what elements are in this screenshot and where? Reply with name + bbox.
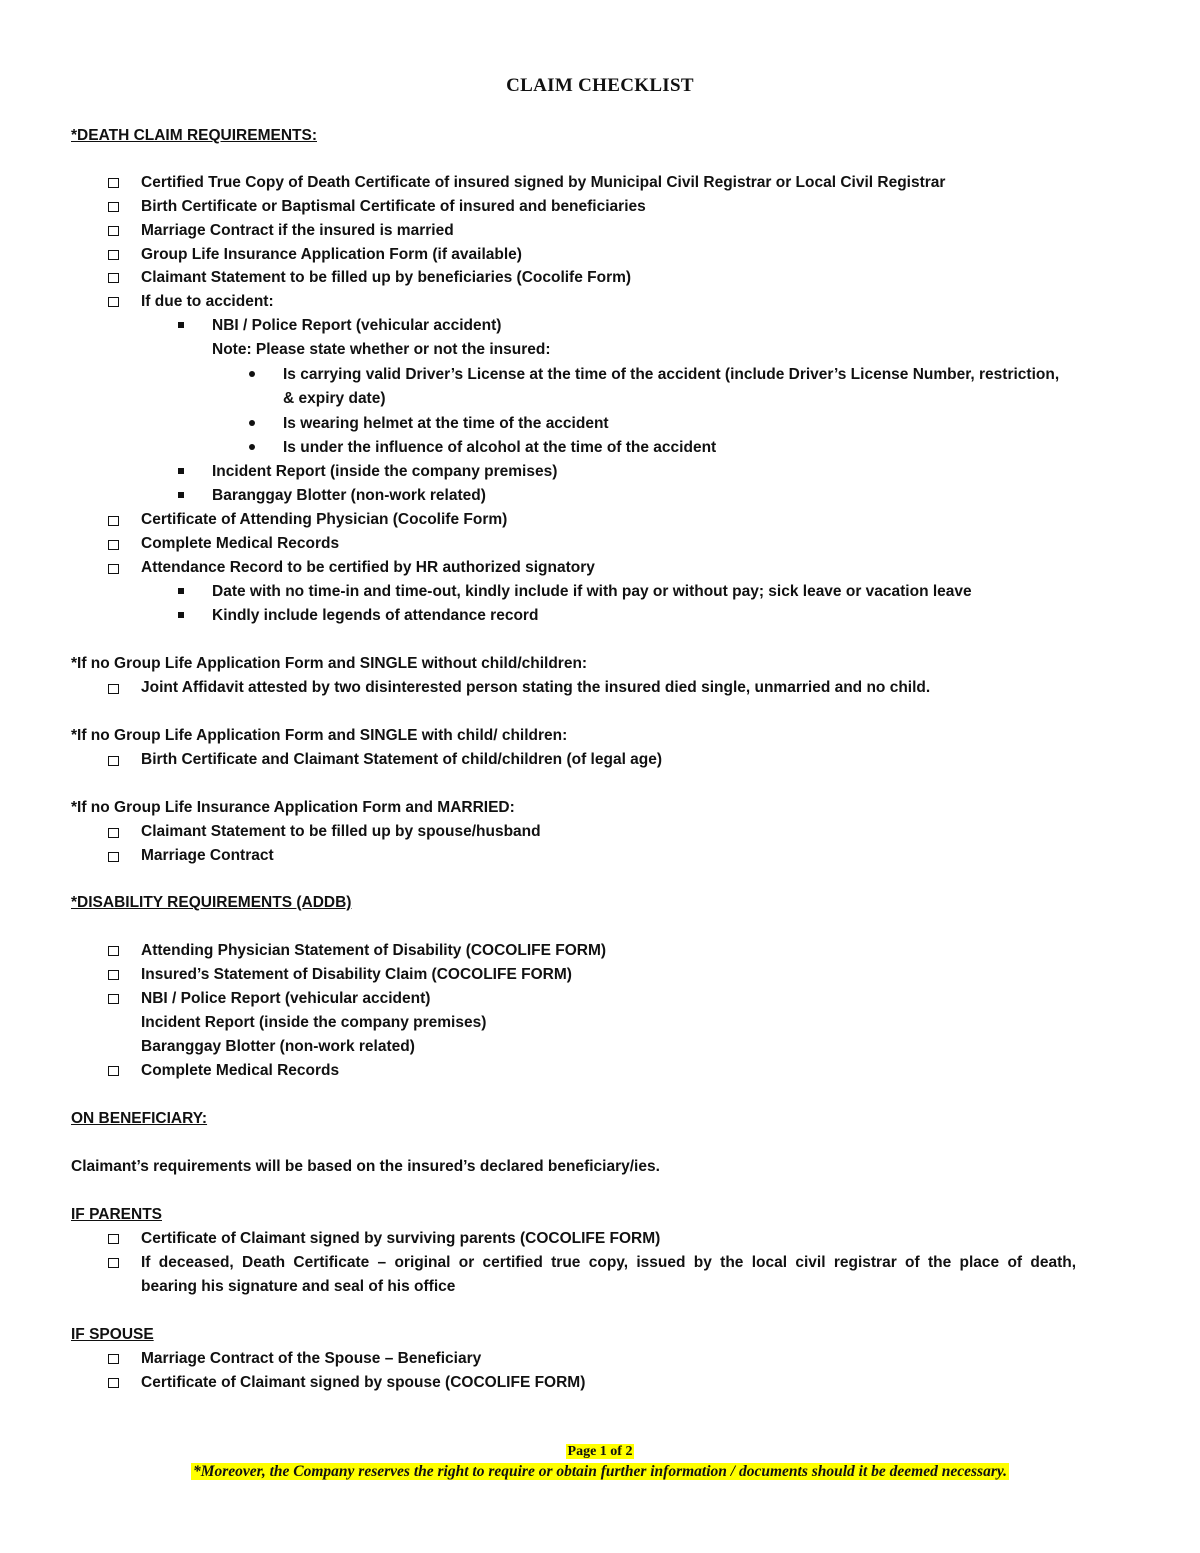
- attendance-sub-2: Kindly include legends of attendance record: [212, 607, 539, 624]
- single-with-child-item: Birth Certificate and Claimant Statement of child/children (of legal age): [141, 751, 663, 768]
- round-bullet-icon: [249, 444, 255, 450]
- checkbox-icon: [108, 1378, 119, 1388]
- accident-bullet-1-cont: & expiry date): [283, 390, 386, 407]
- square-bullet-icon: [178, 588, 184, 594]
- page-number-text: Page 1 of 2: [567, 1444, 633, 1459]
- single-no-child-item: Joint Affidavit attested by two disinterested person stating the insured died single, unmarried and no child.: [141, 679, 931, 696]
- death-claim-heading: *DEATH CLAIM REQUIREMENTS:: [71, 127, 317, 144]
- checkbox-icon: [108, 828, 119, 838]
- death-item-2: Birth Certificate or Baptismal Certificate of insured and beneficiaries: [141, 198, 646, 215]
- checkbox-icon: [108, 202, 119, 212]
- page-number: [0, 1442, 1200, 1460]
- checkbox-icon: [108, 250, 119, 260]
- disability-item-1: Attending Physician Statement of Disability (COCOLIFE FORM): [141, 942, 607, 959]
- accident-blotter: Baranggay Blotter (non-work related): [212, 487, 486, 504]
- accident-incident: Incident Report (inside the company premises): [212, 463, 558, 480]
- death-item-8: Complete Medical Records: [141, 535, 340, 552]
- accident-bullet-3: Is under the influence of alcohol at the time of the accident: [283, 439, 717, 456]
- disability-heading: *DISABILITY REQUIREMENTS (ADDB): [71, 894, 352, 911]
- checkbox-icon: [108, 1354, 119, 1364]
- accident-nbi: NBI / Police Report (vehicular accident): [212, 317, 502, 334]
- checkbox-icon: [108, 946, 119, 956]
- checkbox-icon: [108, 273, 119, 283]
- spouse-heading: IF SPOUSE: [71, 1326, 154, 1343]
- death-item-7: Certificate of Attending Physician (Cocolife Form): [141, 511, 508, 528]
- death-item-1: Certified True Copy of Death Certificate of insured signed by Municipal Civil Registrar or Local Civil Registrar: [141, 174, 946, 191]
- page-title: CLAIM CHECKLIST: [506, 75, 694, 96]
- checkbox-icon: [108, 1234, 119, 1244]
- married-item-1: Claimant Statement to be filled up by spouse/husband: [141, 823, 541, 840]
- death-item-9: Attendance Record to be certified by HR authorized signatory: [141, 559, 595, 576]
- round-bullet-icon: [249, 420, 255, 426]
- attendance-sub-1: Date with no time-in and time-out, kindly include if with pay or without pay; sick leave or vacation leave: [212, 583, 972, 600]
- disability-sub-2: Baranggay Blotter (non-work related): [141, 1038, 415, 1055]
- checkbox-icon: [108, 178, 119, 188]
- spouse-item-2: Certificate of Claimant signed by spouse (COCOLIFE FORM): [141, 1374, 586, 1391]
- death-item-4: Group Life Insurance Application Form (if available): [141, 246, 522, 263]
- parents-heading: IF PARENTS: [71, 1206, 162, 1223]
- checkbox-icon: [108, 970, 119, 980]
- checkbox-icon: [108, 297, 119, 307]
- footer-note-text: *Moreover, the Company reserves the right to require or obtain further information / documents should it be deemed necessary.: [192, 1463, 1008, 1480]
- disability-item-2: Insured’s Statement of Disability Claim (COCOLIFE FORM): [141, 966, 572, 983]
- accident-bullet-1: Is carrying valid Driver’s License at the time of the accident (include Driver’s License Number, restriction,: [283, 366, 1060, 383]
- round-bullet-icon: [249, 371, 255, 377]
- single-no-child-heading: *If no Group Life Application Form and SINGLE without child/children:: [71, 655, 588, 672]
- footer-note: [0, 1463, 1200, 1481]
- checkbox-icon: [108, 994, 119, 1004]
- checkbox-icon: [108, 1066, 119, 1076]
- disability-sub-1: Incident Report (inside the company premises): [141, 1014, 487, 1031]
- checkbox-icon: [108, 226, 119, 236]
- checkbox-icon: [108, 516, 119, 526]
- death-item-3: Marriage Contract if the insured is married: [141, 222, 454, 239]
- square-bullet-icon: [178, 468, 184, 474]
- parents-item-2: If deceased, Death Certificate – original or certified true copy, issued by the local civil registrar of the place of death,: [141, 1254, 1077, 1271]
- disability-item-3: NBI / Police Report (vehicular accident): [141, 990, 431, 1007]
- accident-bullet-2: Is wearing helmet at the time of the accident: [283, 415, 609, 432]
- disability-item-4: Complete Medical Records: [141, 1062, 340, 1079]
- parents-item-1: Certificate of Claimant signed by surviving parents (COCOLIFE FORM): [141, 1230, 661, 1247]
- parents-item-2-cont: bearing his signature and seal of his office: [141, 1278, 456, 1295]
- married-heading: *If no Group Life Insurance Application Form and MARRIED:: [71, 799, 515, 816]
- checkbox-icon: [108, 756, 119, 766]
- square-bullet-icon: [178, 492, 184, 498]
- checkbox-icon: [108, 684, 119, 694]
- death-item-5: Claimant Statement to be filled up by beneficiaries (Cocolife Form): [141, 269, 632, 286]
- checkbox-icon: [108, 852, 119, 862]
- checkbox-icon: [108, 540, 119, 550]
- accident-note: Note: Please state whether or not the insured:: [212, 341, 551, 358]
- married-item-2: Marriage Contract: [141, 847, 274, 864]
- square-bullet-icon: [178, 322, 184, 328]
- death-item-6: If due to accident:: [141, 293, 274, 310]
- checkbox-icon: [108, 1258, 119, 1268]
- checkbox-icon: [108, 564, 119, 574]
- single-with-child-heading: *If no Group Life Application Form and SINGLE with child/ children:: [71, 727, 568, 744]
- beneficiary-heading: ON BENEFICIARY:: [71, 1110, 208, 1127]
- spouse-item-1: Marriage Contract of the Spouse – Beneficiary: [141, 1350, 482, 1367]
- beneficiary-text: Claimant’s requirements will be based on the insured’s declared beneficiary/ies.: [71, 1158, 660, 1175]
- square-bullet-icon: [178, 612, 184, 618]
